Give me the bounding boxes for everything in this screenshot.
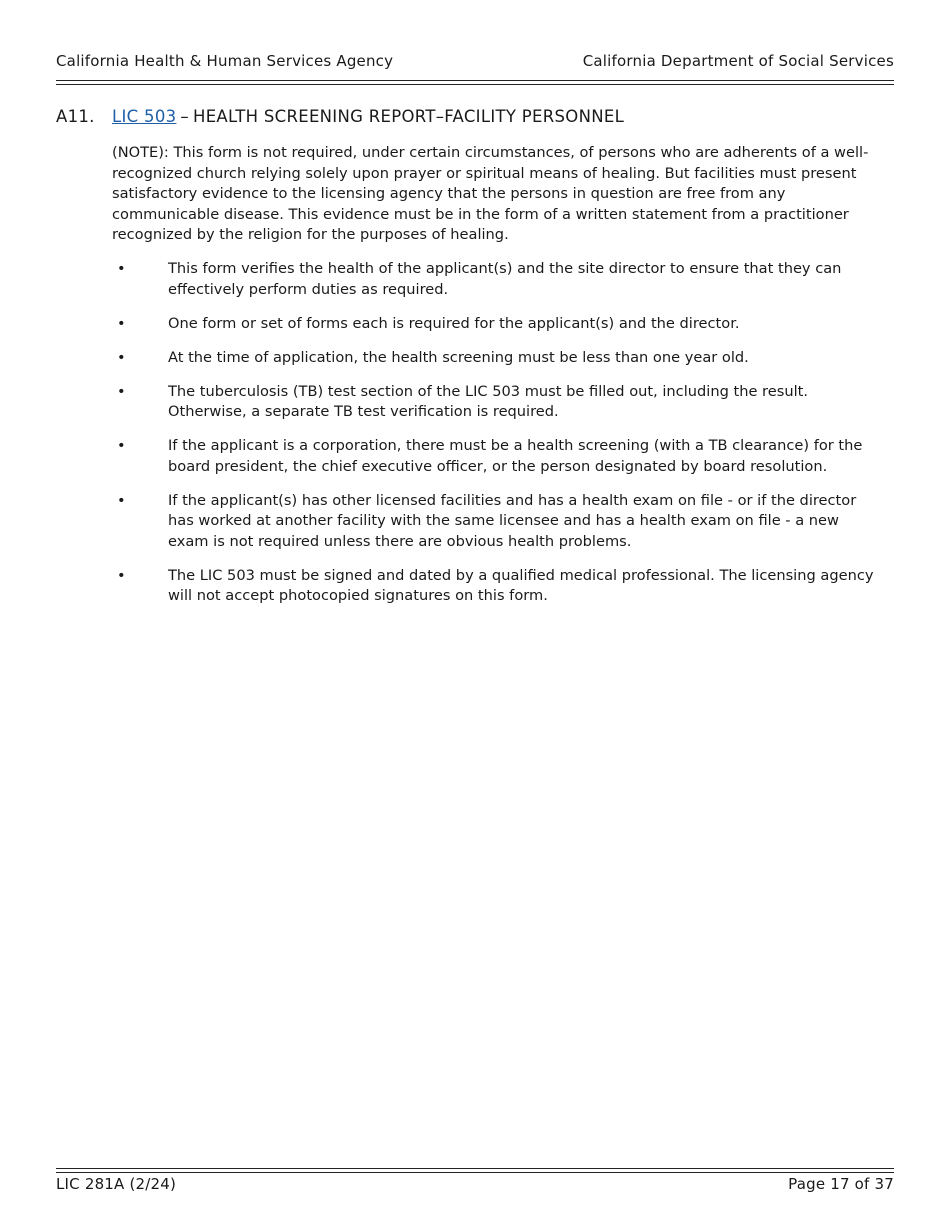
note-paragraph: (NOTE): This form is not required, under certain circumstances, of persons who are adherents of a well-recognized church relying solely upon prayer or spiritual means of healing. But facilities must present satisfactory evidence to the licensing agency that the persons in question are free from any communicable disease. This evidence must be in the form of a written statement from a practitioner recognized by the religion for the purposes of healing.: [112, 144, 869, 243]
section-number: A11.: [56, 107, 95, 126]
bullet-icon: •: [117, 566, 126, 584]
section-dash: –: [180, 107, 189, 126]
section-title: HEALTH SCREENING REPORT–FACILITY PERSONNEL: [192, 107, 625, 126]
section-heading: [56, 107, 894, 126]
list-item: [112, 491, 884, 553]
page-header: [56, 52, 894, 74]
page-footer: [56, 1175, 894, 1193]
list-item: [112, 436, 884, 477]
form-number: LIC 281A (2/24): [56, 1175, 177, 1193]
bullet-icon: •: [117, 382, 126, 400]
bullet-icon: •: [117, 314, 126, 332]
header-rule: [56, 80, 894, 85]
list-item-text: The tuberculosis (TB) test section of the LIC 503 must be filled out, including the result. Otherwise, a separate TB test verification is required.: [168, 382, 808, 420]
list-item: [112, 314, 884, 335]
list-item-text: If the applicant is a corporation, there must be a health screening (with a TB clearance) for the board president, the chief executive officer, or the person designated by board resolution.: [168, 437, 863, 475]
list-item-text: One form or set of forms each is required for the applicant(s) and the director.: [168, 314, 740, 332]
list-item: [112, 382, 884, 423]
header-agency: California Health & Human Services Agency: [56, 52, 394, 70]
list-item-text: This form verifies the health of the applicant(s) and the site director to ensure that they can effectively perform duties as required.: [168, 260, 842, 298]
footer-rule: [56, 1168, 894, 1173]
list-item-text: If the applicant(s) has other licensed facilities and has a health exam on file - or if the director has worked at another facility with the same licensee and has a health exam on file - a new exam is not required unless there are obvious health problems.: [168, 491, 857, 550]
bullet-icon: •: [117, 491, 126, 509]
header-department: California Department of Social Services: [582, 52, 894, 70]
requirements-list: [112, 259, 884, 620]
lic-503-link[interactable]: LIC 503: [112, 107, 177, 126]
list-item: [112, 259, 884, 300]
bullet-icon: •: [117, 348, 126, 366]
list-item-text: The LIC 503 must be signed and dated by a qualified medical professional. The licensing agency will not accept photocopied signatures on this form.: [168, 566, 874, 604]
bullet-icon: •: [117, 437, 126, 454]
bullet-icon: •: [117, 260, 126, 277]
list-item-text: At the time of application, the health screening must be less than one year old.: [168, 348, 749, 366]
page-number: Page 17 of 37: [788, 1175, 894, 1193]
list-item: [112, 566, 884, 607]
list-item: [112, 348, 884, 369]
